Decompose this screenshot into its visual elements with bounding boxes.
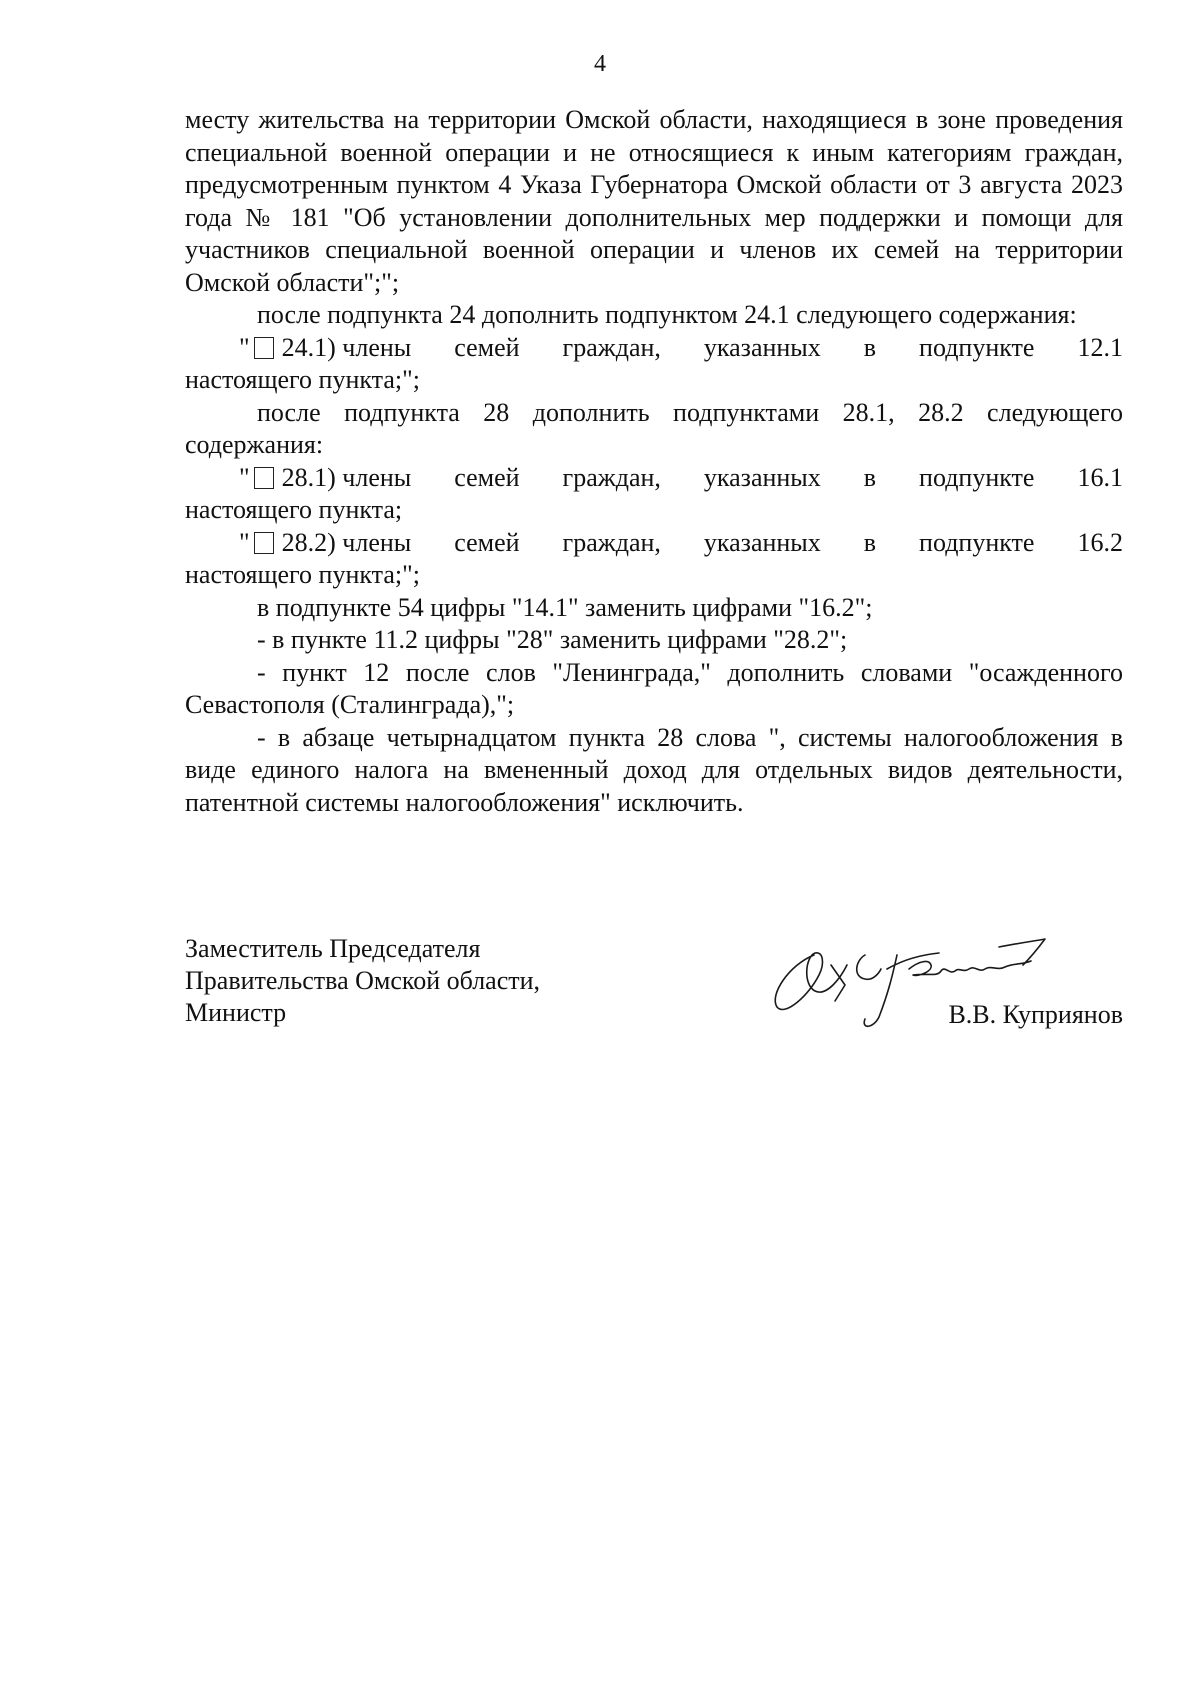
checkbox-icon [254, 467, 274, 489]
paragraph-replace-11-2: - в пункте 11.2 цифры "28" заменить цифрами "28.2"; [257, 625, 848, 654]
word: граждан, [562, 527, 661, 557]
word: подпункте [919, 527, 1035, 557]
word: граждан, [562, 462, 661, 492]
word: в [863, 527, 877, 557]
item-line [282, 332, 1123, 365]
word: 24.1) члены [281, 332, 412, 362]
list-item-24-1 [185, 332, 1123, 365]
quote-mark: " [239, 462, 250, 492]
paragraph-replace-54: в подпункте 54 цифры "14.1" заменить цифрами "16.2"; [257, 592, 873, 622]
checkbox-icon [254, 337, 274, 359]
list-item-tail: настоящего пункта; [185, 495, 403, 524]
word: семей [454, 527, 520, 557]
paragraph-point-28: - в абзаце четырнадцатом пункта 28 слова ", системы налогообложения в виде единого налога на вмененный доход для отдельных видов деятельности, патентной системы налогообложения" исключить. [185, 722, 1123, 817]
word: указанных [703, 527, 821, 557]
signatory-title [185, 933, 540, 1029]
list-item-tail: настоящего пункта;"; [185, 560, 420, 589]
paragraph-continuation: месту жительства на территории Омской области, находящиеся в зоне проведения специальной военной операции и не относящиеся к иным категориям граждан, предусмотренным пунктом 4 Указа Губернатора Омской области от 3 августа 2023 года № 181 "Об установлении дополнительных мер поддержки и помощи для участников специальной военной операции и членов их семей на территории Омской области";"; [185, 105, 1123, 297]
word: указанных [703, 332, 821, 362]
word: семей [454, 462, 520, 492]
list-item-28-1 [185, 462, 1123, 495]
document-body [185, 104, 1123, 819]
quote-mark: " [239, 527, 250, 557]
page-number: 4 [594, 51, 606, 77]
word: 12.1 [1077, 332, 1123, 362]
paragraph-add-28: после подпункта 28 дополнить подпунктами 28.1, 28.2 следующего содержания: [185, 397, 1123, 459]
signatory-title-line: Правительства Омской области, [185, 966, 541, 995]
word: подпункте [919, 462, 1035, 492]
word: семей [454, 332, 520, 362]
word: 16.2 [1077, 527, 1123, 557]
paragraph-point-12: - пункт 12 после слов "Ленинграда," дополнить словами "осажденного Севастополя (Сталинграда),"; [185, 657, 1123, 719]
word: граждан, [562, 332, 661, 362]
word: в [863, 462, 877, 492]
signatory-title-line: Заместитель Председателя [185, 934, 481, 963]
list-item-tail: настоящего пункта;"; [185, 365, 420, 394]
quote-mark: " [239, 332, 250, 362]
signatory-name: В.В. Куприянов [948, 1000, 1123, 1029]
list-item-28-2 [185, 527, 1123, 560]
word: в [863, 332, 877, 362]
signatory-title-line: Министр [185, 998, 287, 1027]
word: подпункте [919, 332, 1035, 362]
paragraph-add-24-1: после подпункта 24 дополнить подпунктом 24.1 следующего содержания: [257, 300, 1077, 329]
item-line [282, 462, 1123, 495]
checkbox-icon [254, 532, 274, 554]
word: 28.2) члены [281, 527, 412, 557]
word: 28.1) члены [281, 462, 412, 492]
word: 16.1 [1077, 462, 1123, 492]
item-line [282, 527, 1123, 560]
word: указанных [703, 462, 821, 492]
